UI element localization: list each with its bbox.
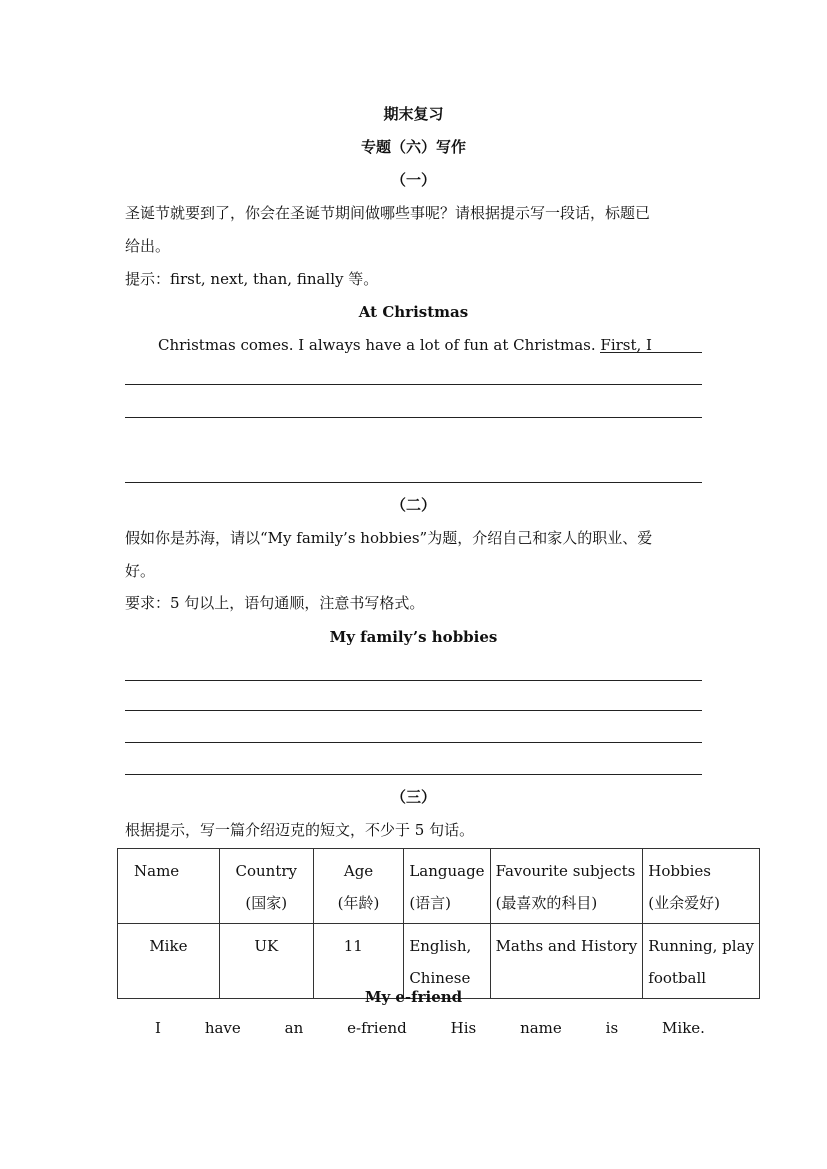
essay-word: is xyxy=(605,1019,619,1037)
page-subtitle: 专题（六）写作 xyxy=(360,138,466,156)
essay-word: name xyxy=(520,1019,562,1037)
section1-prompt-cont: 给出。 xyxy=(125,237,171,255)
section2-prompt: 假如你是苏海，请以“My family’s hobbies”为题，介绍自己和家人的职业、爱 xyxy=(125,529,653,547)
table-header-cell: Age (年龄) xyxy=(313,849,404,924)
section1-label: （一） xyxy=(390,171,436,189)
table-cell: Maths and History xyxy=(490,924,643,999)
section2-label: （二） xyxy=(390,496,436,514)
table-header-cell: Language (语言) xyxy=(404,849,490,924)
essay-word: an xyxy=(284,1019,304,1037)
section3-label: （三） xyxy=(390,788,436,806)
writing-line[interactable] xyxy=(125,742,702,743)
table-header-cell: Favourite subjects (最喜欢的科目) xyxy=(490,849,643,924)
essay-word: have xyxy=(204,1019,241,1037)
section2-essay-title: My family’s hobbies xyxy=(329,628,498,646)
section1-essay-title: At Christmas xyxy=(358,303,469,321)
writing-line[interactable] xyxy=(600,352,702,353)
table-header-row xyxy=(118,849,760,924)
section1-hint: 提示：first, next, than, finally 等。 xyxy=(125,270,379,288)
writing-line[interactable] xyxy=(125,680,702,681)
writing-line[interactable] xyxy=(125,774,702,775)
essay-word: Mike. xyxy=(662,1019,705,1037)
section1-prompt: 圣诞节就要到了，你会在圣诞节期间做哪些事呢？请根据提示写一段话，标题已 xyxy=(125,204,651,222)
section1-essay-start: Christmas comes. I always have a lot of fun at Christmas. First, I xyxy=(158,336,652,354)
table-cell: English, Chinese xyxy=(404,924,490,999)
table-cell: 11 xyxy=(313,924,404,999)
section3-essay-title: My e-friend xyxy=(364,988,463,1006)
page-title: 期末复习 xyxy=(383,105,444,123)
section3-essay-start xyxy=(155,1018,705,1038)
writing-line[interactable] xyxy=(125,710,702,711)
section2-requirement: 要求：5 句以上，语句通顺，注意书写格式。 xyxy=(125,594,425,612)
info-table xyxy=(117,848,760,999)
table-cell: Mike xyxy=(118,924,220,999)
section3-prompt: 根据提示，写一篇介绍迈克的短文，不少于 5 句话。 xyxy=(125,821,475,839)
table-header-cell: Hobbies (业余爱好) xyxy=(643,849,760,924)
table-cell: Running, play football xyxy=(643,924,760,999)
essay-word: I xyxy=(155,1019,161,1037)
table-header-cell: Country (国家) xyxy=(219,849,313,924)
essay-word: e-friend xyxy=(347,1019,407,1037)
essay-word: His xyxy=(450,1019,477,1037)
writing-line[interactable] xyxy=(125,384,702,385)
writing-line[interactable] xyxy=(125,482,702,483)
table-cell: UK xyxy=(219,924,313,999)
table-header-cell: Name xyxy=(118,849,220,924)
writing-line[interactable] xyxy=(125,417,702,418)
section2-prompt-cont: 好。 xyxy=(125,562,156,580)
